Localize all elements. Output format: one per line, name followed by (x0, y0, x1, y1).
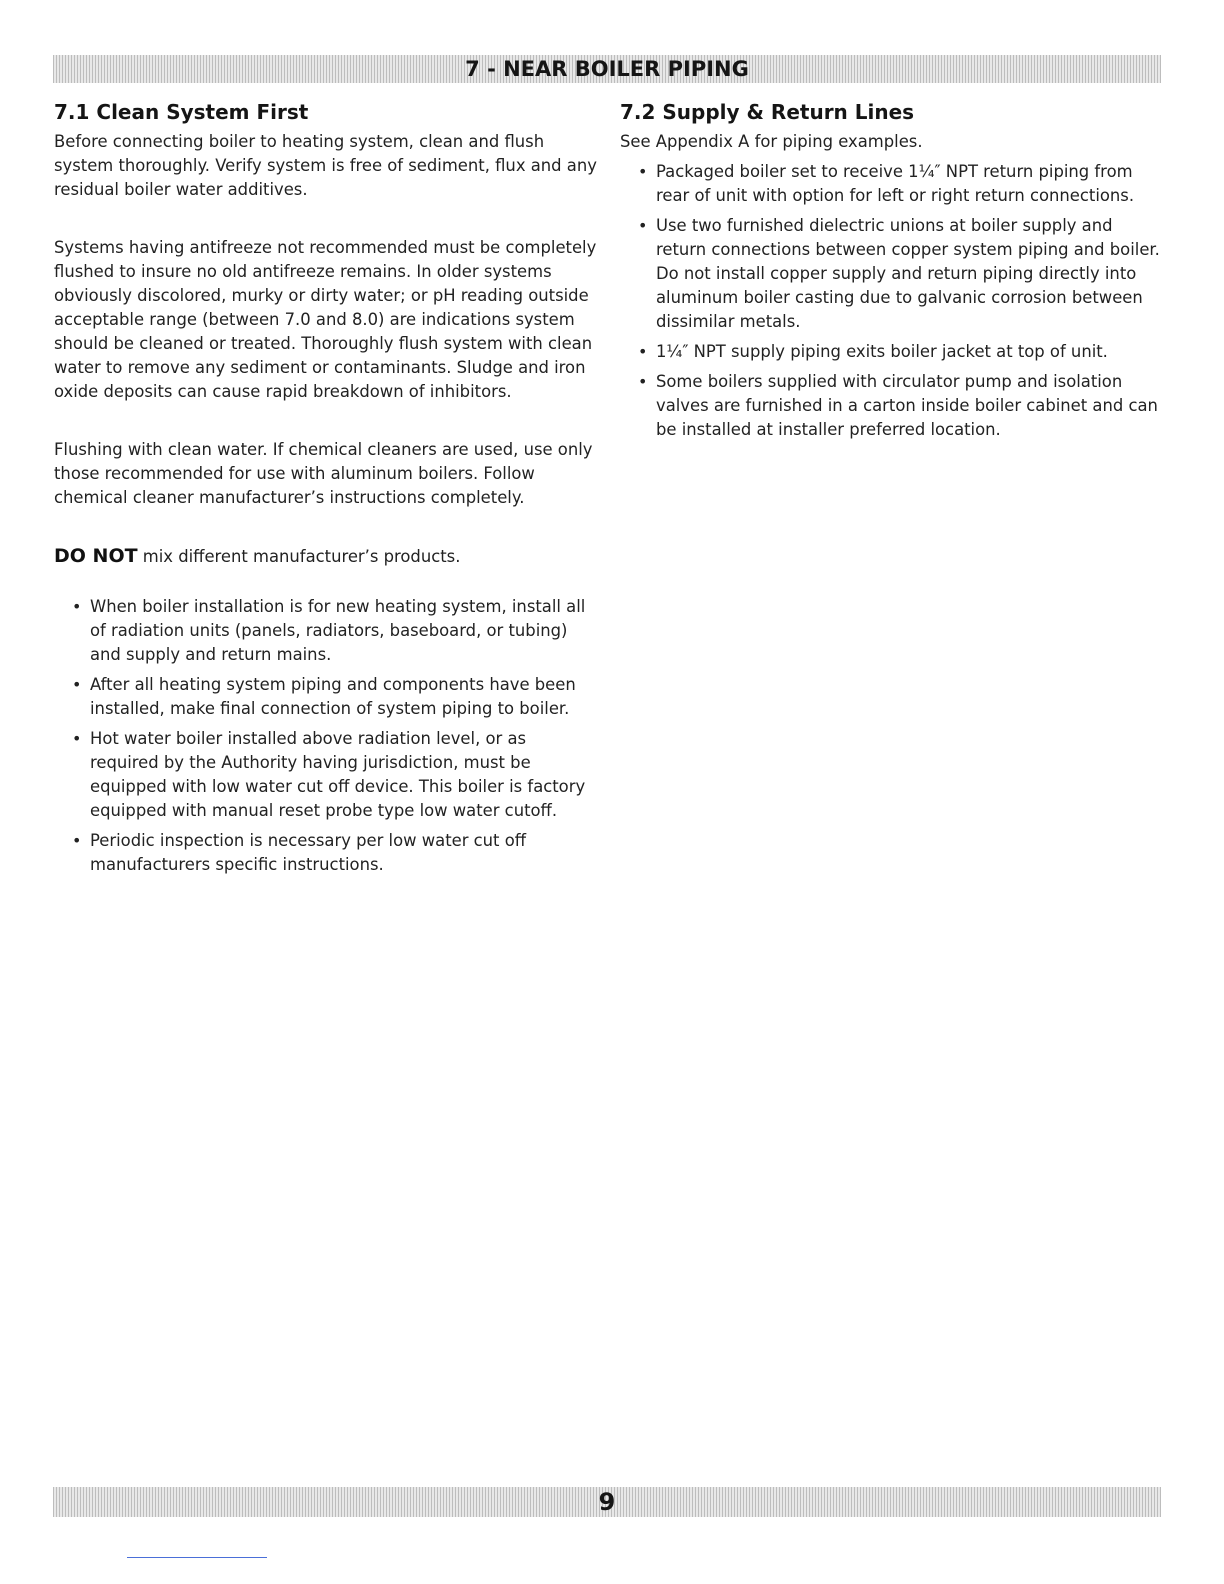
list-item-text: Hot water boiler installed above radiation level, or as required by the Authority having jurisdiction, must be equipped with low water cut off device. This boiler is factory equipped with manual reset probe type low water cutoff. (90, 729, 586, 820)
page-footer-band (53, 1487, 1161, 1517)
section-title: 7 - NEAR BOILER PIPING (465, 57, 749, 81)
list-item-text: Use two furnished dielectric unions at boiler supply and return connections between copper system piping and boiler. Do not install copper supply and return piping directly into aluminum boiler casting due to galvanic corrosion between dissimilar metals. (656, 216, 1160, 331)
bullet-icon: • (638, 162, 648, 181)
bullet-icon: • (72, 729, 82, 748)
list-item (620, 214, 1165, 334)
list-item (54, 673, 599, 721)
list-item (54, 595, 599, 667)
clean-system-para-3: Flushing with clean water. If chemical cleaners are used, use only those recommended for use with aluminum boilers. Follow chemical cleaner manufacturer’s instructions completely. (54, 440, 593, 507)
list-item-text: Periodic inspection is necessary per low water cut off manufacturers specific instructions. (90, 831, 527, 874)
list-item (54, 829, 599, 877)
bullet-icon: • (72, 831, 82, 850)
do-not-mix-warning (54, 544, 599, 569)
list-item-text: 1¼″ NPT supply piping exits boiler jacket at top of unit. (656, 342, 1108, 361)
list-item (620, 340, 1165, 364)
clean-system-bullet-list (54, 595, 599, 877)
list-item-text: After all heating system piping and components have been installed, make final connection of system piping to boiler. (90, 675, 576, 718)
right-column (620, 98, 1165, 448)
section-header-band (53, 55, 1161, 83)
supply-return-bullet-list (620, 160, 1165, 442)
list-item-text: Packaged boiler set to receive 1¼″ NPT return piping from rear of unit with option for left or right return connections. (656, 162, 1135, 205)
bullet-icon: • (72, 675, 82, 694)
clean-system-para-1: Before connecting boiler to heating system, clean and flush system thoroughly. Verify system is free of sediment, flux and any residual boiler water additives. (54, 132, 597, 199)
supply-return-intro: See Appendix A for piping examples. (620, 132, 923, 151)
page-number: 9 (598, 1488, 616, 1516)
list-item (54, 727, 599, 823)
bullet-icon: • (72, 597, 82, 616)
clean-system-para-2: Systems having antifreeze not recommended must be completely flushed to insure no old antifreeze remains. In older systems obviously discolored, murky or dirty water; or pH reading outside acceptable range (between 7.0 and 8.0) are indications system should be cleaned or treated. Thoroughly flush system with clean water to remove any sediment or contaminants. Sludge and iron oxide deposits can cause rapid breakdown of inhibitors. (54, 238, 597, 401)
do-not-label: DO NOT (54, 545, 138, 567)
list-item-text: When boiler installation is for new heating system, install all of radiation units (panels, radiators, baseboard, or tubing) and supply and return mains. (90, 597, 586, 664)
list-item (620, 160, 1165, 208)
do-not-text: mix different manufacturer’s products. (137, 547, 461, 566)
supply-return-heading: 7.2 Supply & Return Lines (620, 100, 915, 124)
bullet-icon: • (638, 216, 648, 235)
bullet-icon: • (638, 372, 648, 391)
list-item (620, 370, 1165, 442)
clean-system-heading: 7.1 Clean System First (54, 100, 309, 124)
footer-divider (127, 1557, 267, 1558)
list-item-text: Some boilers supplied with circulator pump and isolation valves are furnished in a carton inside boiler cabinet and can be installed at installer preferred location. (656, 372, 1158, 439)
left-column (54, 98, 599, 883)
bullet-icon: • (638, 342, 648, 361)
